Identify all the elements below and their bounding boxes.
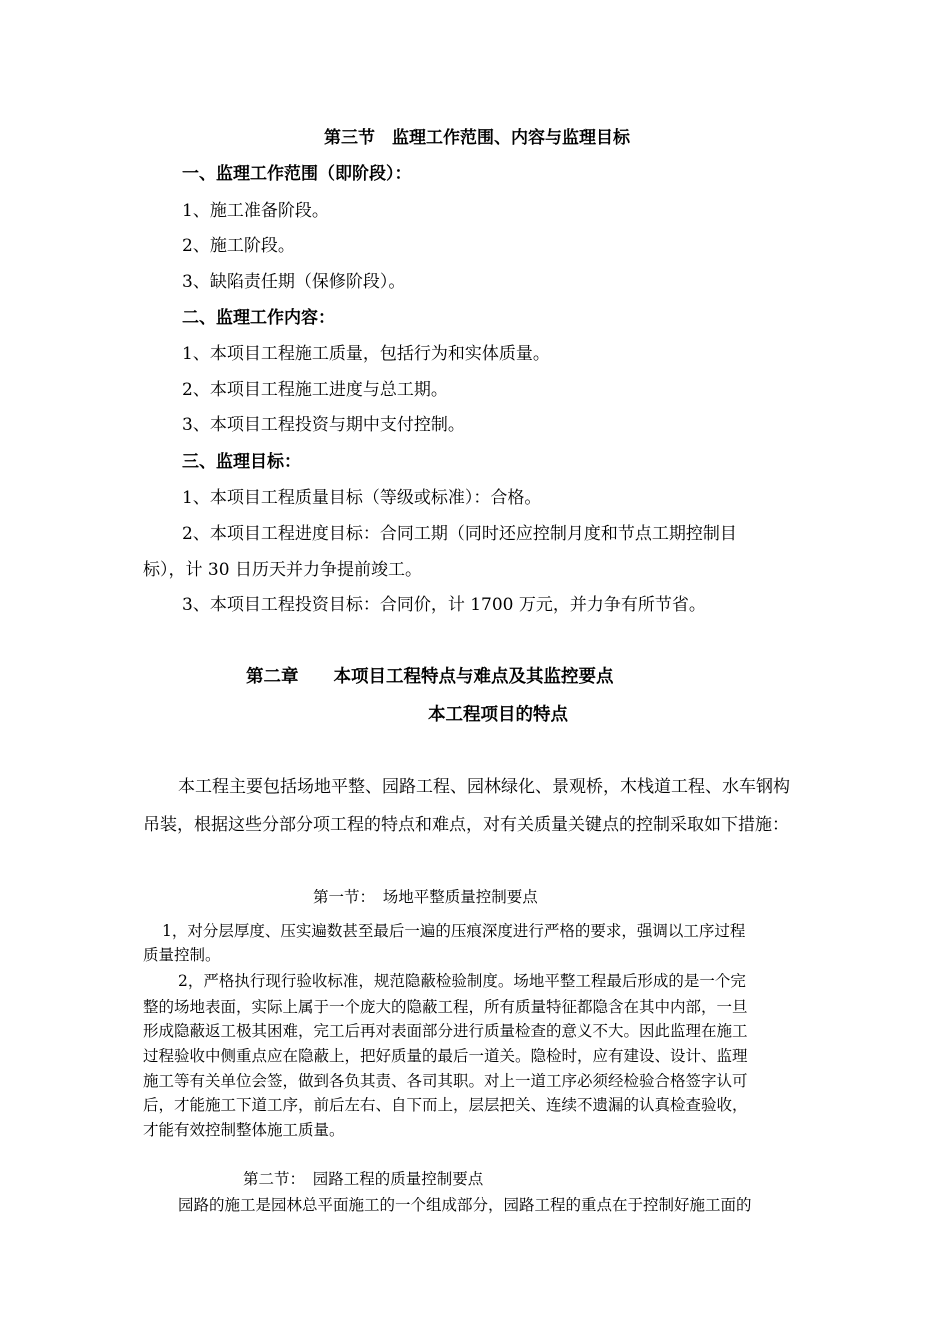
content-item: 2、本项目工程施工进度与总工期。 [182,380,448,400]
node1-paragraph: 才能有效控制整体施工质量。 [143,1121,345,1139]
heading-goals: 三、监理目标： [182,452,301,472]
node1-paragraph: 质量控制。 [143,946,221,964]
section-title: 第三节 监理工作范围、内容与监理目标 [324,128,630,148]
goal-item: 2、本项目工程进度目标：合同工期（同时还应控制月度和节点工期控制目 [182,524,737,544]
node1-paragraph: 2，严格执行现行验收标准，规范隐蔽检验制度。场地平整工程最后形成的是一个完 [178,972,746,990]
goal-item-continued: 标），计 30 日历天并力争提前竣工。 [143,560,422,580]
heading-content: 二、监理工作内容： [182,308,335,328]
goal-item: 1、本项目工程质量目标（等级或标准）：合格。 [182,488,542,508]
intro-paragraph: 吊装，根据这些分部分项工程的特点和难点，对有关质量关键点的控制采取如下措施： [143,815,789,835]
chapter-title: 第二章 本项目工程特点与难点及其监控要点 [246,667,614,687]
heading-scope: 一、监理工作范围（即阶段）： [182,164,412,184]
node1-paragraph: 整的场地表面，实际上属于一个庞大的隐蔽工程，所有质量特征都隐含在其中内部，一旦 [143,998,748,1016]
scope-item: 3、缺陷责任期（保修阶段）。 [182,272,406,292]
node1-paragraph: 过程验收中侧重点应在隐蔽上，把好质量的最后一道关。隐检时，应有建设、设计、监理 [143,1047,748,1065]
node1-paragraph: 后，才能施工下道工序，前后左右、自下而上，层层把关、连续不遗漏的认真检查验收， [143,1096,748,1114]
node1-paragraph: 1，对分层厚度、压实遍数甚至最后一遍的压痕深度进行严格的要求，强调以工序过程 [162,922,746,940]
node2-title: 第二节： 园路工程的质量控制要点 [243,1170,484,1188]
node2-paragraph: 园路的施工是园林总平面施工的一个组成部分，园路工程的重点在于控制好施工面的 [178,1196,752,1214]
node1-title: 第一节： 场地平整质量控制要点 [313,888,538,906]
intro-paragraph: 本工程主要包括场地平整、园路工程、园林绿化、景观桥，木栈道工程、水车钢构 [178,777,790,797]
goal-item: 3、本项目工程投资目标：合同价，计 1700 万元，并力争有所节省。 [182,595,706,615]
chapter-subtitle: 本工程项目的特点 [428,705,568,725]
scope-item: 2、施工阶段。 [182,236,295,256]
scope-item: 1、施工准备阶段。 [182,201,329,221]
node1-paragraph: 形成隐蔽返工极其困难，完工后再对表面部分进行质量检查的意义不大。因此监理在施工 [143,1022,748,1040]
node1-paragraph: 施工等有关单位会签，做到各负其责、各司其职。对上一道工序必须经检验合格签字认可 [143,1072,748,1090]
content-item: 1、本项目工程施工质量，包括行为和实体质量。 [182,344,550,364]
content-item: 3、本项目工程投资与期中支付控制。 [182,415,465,435]
